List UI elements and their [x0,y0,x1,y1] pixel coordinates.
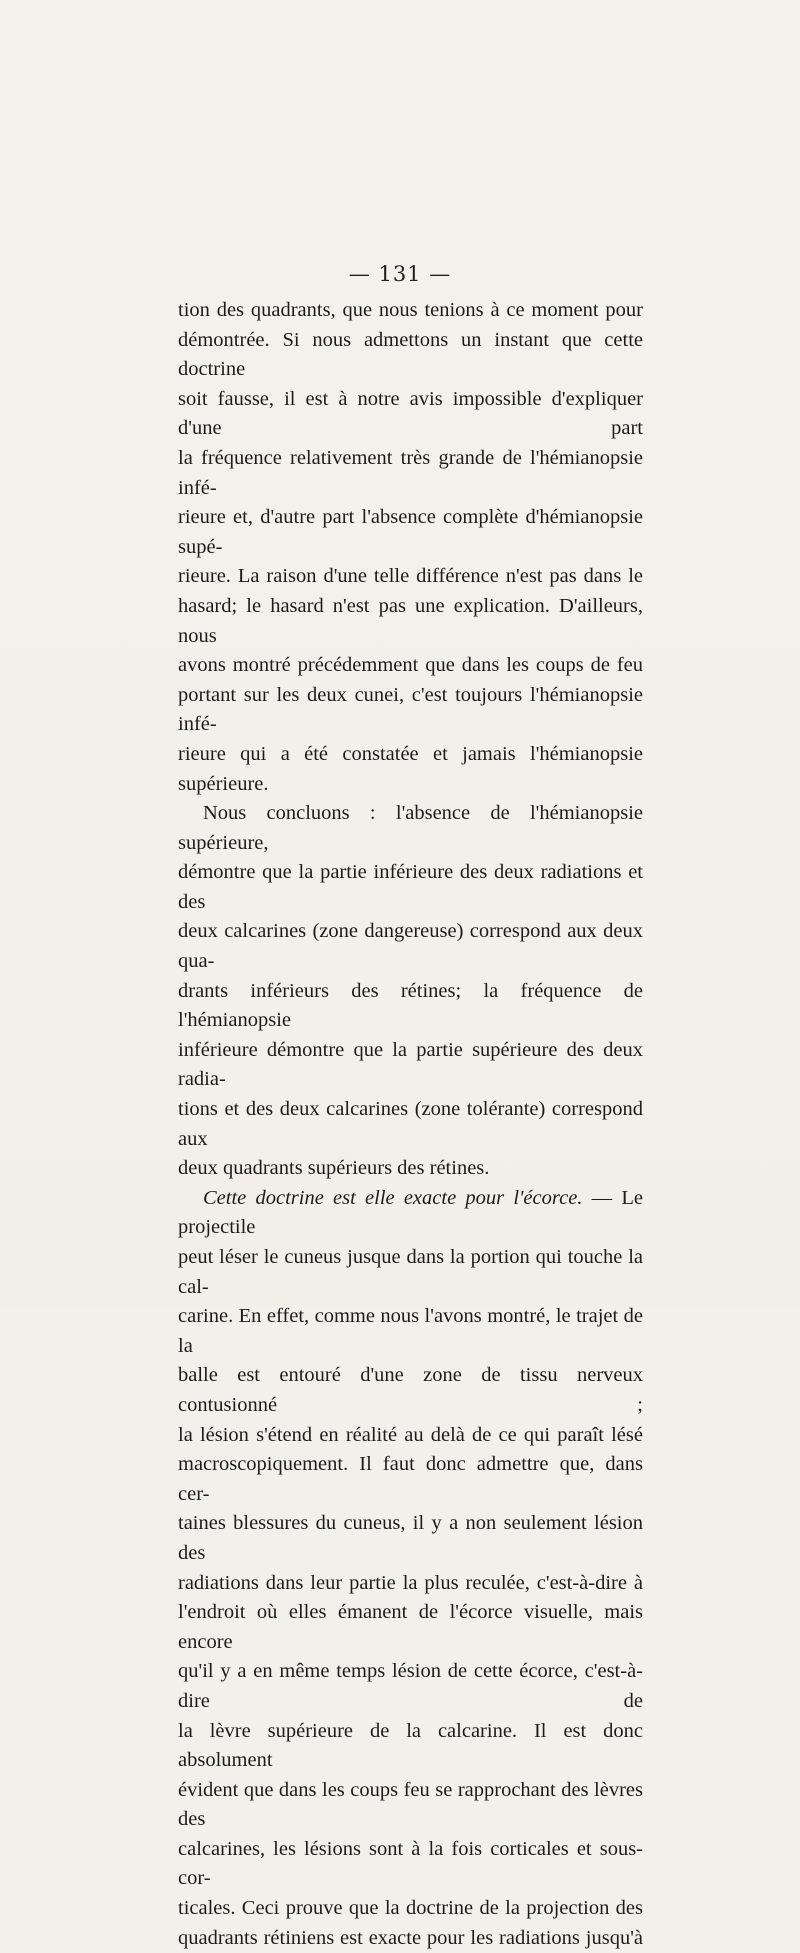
text-line: soit fausse, il est à notre avis impossible d'expliquer d'une part [178,387,643,440]
text-line: deux calcarines (zone dangereuse) correspond aux deux qua- [178,920,643,973]
text-line: taines blessures du cuneus, il y a non seulement lésion des [178,1512,643,1564]
text-line: rieure et, d'autre part l'absence complète d'hémianopsie supé- [178,506,643,558]
text-line: Nous concluons : l'absence de l'hémianopsie supérieure, [178,802,643,854]
body-text [178,296,643,1953]
text-line: peut léser le cuneus jusque dans la portion qui touche la cal- [178,1246,643,1298]
text-line [178,1184,643,1243]
text-line: radiations dans leur partie la plus reculée, c'est-à-dire à [178,1571,643,1594]
section-heading: Cette doctrine est elle exacte pour l'écorce. [203,1186,583,1209]
text-line: hasard; le hasard n'est pas une explication. D'ailleurs, nous [178,594,643,647]
text-line: portant sur les deux cunei, c'est toujours l'hémianopsie infé- [178,683,643,736]
text-line: qu'il y a en même temps lésion de cette écorce, c'est-à-dire de [178,1660,643,1712]
text-line: deux quadrants supérieurs des rétines. [178,1157,490,1180]
text-line: la lèvre supérieure de la calcarine. Il est donc absolument [178,1719,643,1772]
text-line: l'endroit où elles émanent de l'écorce visuelle, mais encore [178,1601,643,1653]
text-line: macroscopiquement. Il faut donc admettre que, dans cer- [178,1453,643,1505]
text-line: démontrée. Si nous admettons un instant que cette doctrine [178,328,643,381]
text-line: inférieure démontre que la partie supérieure des deux radia- [178,1038,643,1091]
text-line: démontre que la partie inférieure des deux radiations et des [178,861,643,913]
text-line: tion des quadrants, que nous tenions à ce moment pour [178,299,643,321]
text-line: carine. En effet, comme nous l'avons montré, le trajet de la [178,1305,643,1357]
text-line: évident que dans les coups feu se rapprochant des lèvres des [178,1778,643,1831]
text-line: avons montré précédemment que dans les coups de feu [178,654,643,677]
heading-continuation: — Le projectile [178,1186,644,1239]
text-line: drants inférieurs des rétines; la fréquence de l'hémianopsie [178,979,643,1032]
text-line: tions et des deux calcarines (zone tolérante) correspond aux [178,1098,643,1150]
text-line: ticales. Ceci prouve que la doctrine de la projection des [178,1897,643,1920]
text-line: calcarines, les lésions sont à la fois corticales et sous-cor- [178,1837,643,1890]
text-line: rieure. La raison d'une telle différence n'est pas dans le [178,565,643,588]
text-line: quadrants rétiniens est exacte pour les radiations jusqu'à [178,1926,643,1949]
page-number: — 131 — [348,262,452,286]
text-line: balle est entouré d'une zone de tissu nerveux contusionné ; [178,1364,643,1416]
text-line: la fréquence relativement très grande de l'hémianopsie infé- [178,446,643,499]
text-line: la lésion s'étend en réalité au delà de ce qui paraît lésé [178,1423,643,1446]
text-line: rieure qui a été constatée et jamais l'hémianopsie supérieure. [178,742,643,795]
